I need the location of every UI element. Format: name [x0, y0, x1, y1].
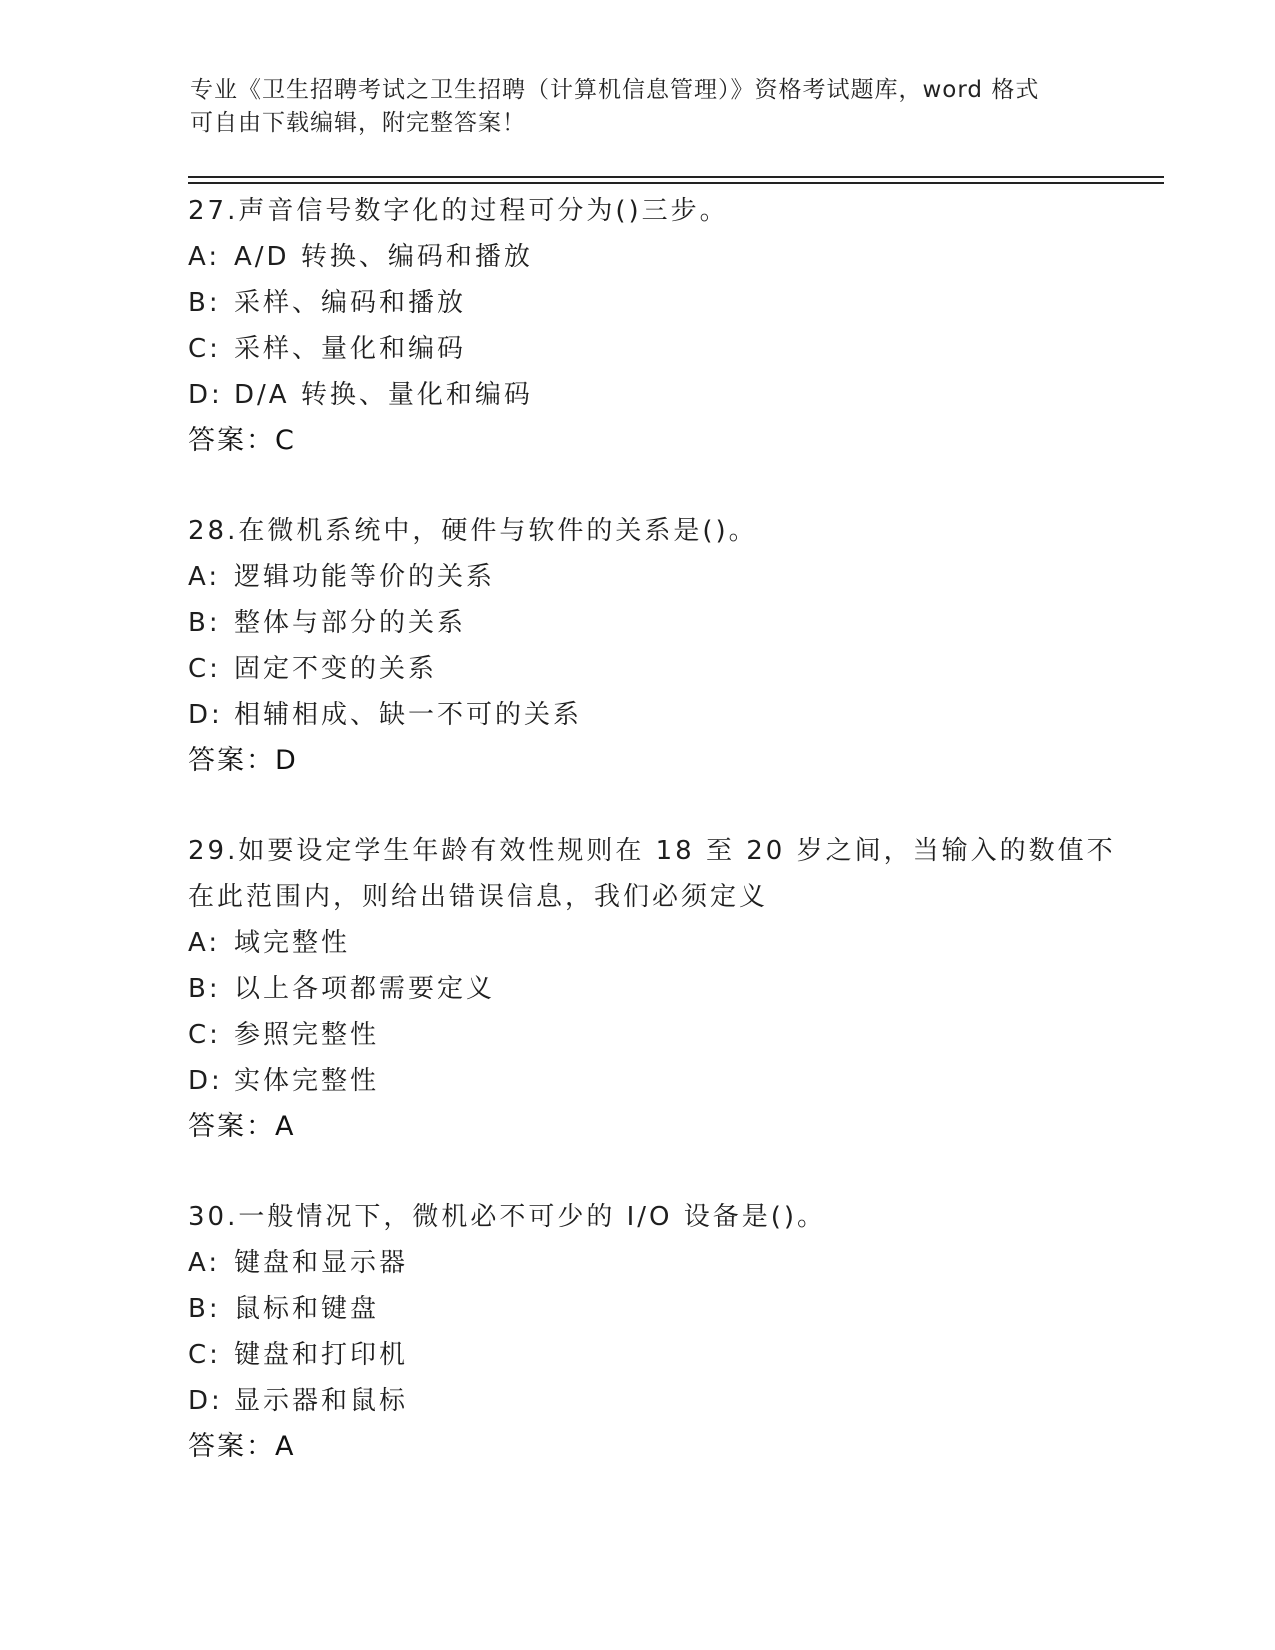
document-header — [190, 74, 1090, 140]
question-text: 27.声音信号数字化的过程可分为()三步。 — [188, 196, 729, 226]
question-text: 29.如要设定学生年龄有效性规则在 18 至 20 岁之间，当输入的数值不 在此范围内，则给出错误信息，我们必须定义 — [188, 836, 1116, 912]
option-letter: D: — [188, 700, 223, 730]
option-b — [188, 280, 1128, 326]
option-b — [188, 1286, 1128, 1332]
option-letter: C: — [188, 1020, 221, 1050]
question-29 — [188, 828, 1128, 1150]
option-d — [188, 372, 1128, 418]
option-a — [188, 920, 1128, 966]
option-text: 相辅相成、缺一不可的关系 — [234, 700, 583, 730]
option-text: 采样、编码和播放 — [234, 288, 467, 318]
option-a — [188, 554, 1128, 600]
option-c — [188, 646, 1128, 692]
option-letter: A: — [188, 242, 221, 272]
option-text: 固定不变的关系 — [234, 654, 438, 684]
option-text: 显示器和鼠标 — [234, 1386, 409, 1416]
header-line-1: 专业《卫生招聘考试之卫生招聘（计算机信息管理）》资格考试题库，word 格式 — [190, 77, 1040, 103]
option-text: 域完整性 — [234, 928, 351, 958]
option-letter: B: — [188, 974, 221, 1004]
option-text: 整体与部分的关系 — [234, 608, 467, 638]
option-b — [188, 600, 1128, 646]
option-text: 键盘和显示器 — [234, 1248, 409, 1278]
option-letter: D: — [188, 1066, 223, 1096]
option-letter: C: — [188, 334, 221, 364]
header-divider-bottom — [188, 182, 1164, 184]
header-line-2: 可自由下载编辑，附完整答案！ — [190, 110, 526, 136]
answer-label: 答案：D — [188, 745, 298, 776]
option-letter: A: — [188, 1248, 221, 1278]
option-d — [188, 692, 1128, 738]
option-letter: C: — [188, 1340, 221, 1370]
option-letter: C: — [188, 654, 221, 684]
option-text: 以上各项都需要定义 — [234, 974, 496, 1004]
option-c — [188, 1012, 1128, 1058]
option-a — [188, 234, 1128, 280]
option-d — [188, 1378, 1128, 1424]
option-d — [188, 1058, 1128, 1104]
answer-label: 答案：C — [188, 425, 296, 456]
option-text: A/D 转换、编码和播放 — [234, 242, 533, 272]
option-text: 实体完整性 — [234, 1066, 380, 1096]
answer-label: 答案：A — [188, 1431, 296, 1462]
option-c — [188, 1332, 1128, 1378]
option-text: 键盘和打印机 — [234, 1340, 409, 1370]
question-30 — [188, 1194, 1128, 1470]
option-letter: D: — [188, 380, 223, 410]
header-divider-top — [188, 176, 1164, 178]
option-letter: B: — [188, 608, 221, 638]
option-text: 逻辑功能等价的关系 — [234, 562, 496, 592]
option-letter: A: — [188, 928, 221, 958]
option-a — [188, 1240, 1128, 1286]
option-c — [188, 326, 1128, 372]
question-27 — [188, 188, 1128, 464]
option-b — [188, 966, 1128, 1012]
question-text: 30.一般情况下，微机必不可少的 I/O 设备是()。 — [188, 1202, 827, 1232]
question-text: 28.在微机系统中，硬件与软件的关系是()。 — [188, 516, 758, 546]
option-text: D/A 转换、量化和编码 — [234, 380, 533, 410]
option-letter: D: — [188, 1386, 223, 1416]
option-text: 参照完整性 — [234, 1020, 380, 1050]
question-28 — [188, 508, 1128, 784]
option-text: 采样、量化和编码 — [234, 334, 467, 364]
option-letter: B: — [188, 288, 221, 318]
option-text: 鼠标和键盘 — [234, 1294, 380, 1324]
option-letter: A: — [188, 562, 221, 592]
answer-label: 答案：A — [188, 1111, 296, 1142]
option-letter: B: — [188, 1294, 221, 1324]
